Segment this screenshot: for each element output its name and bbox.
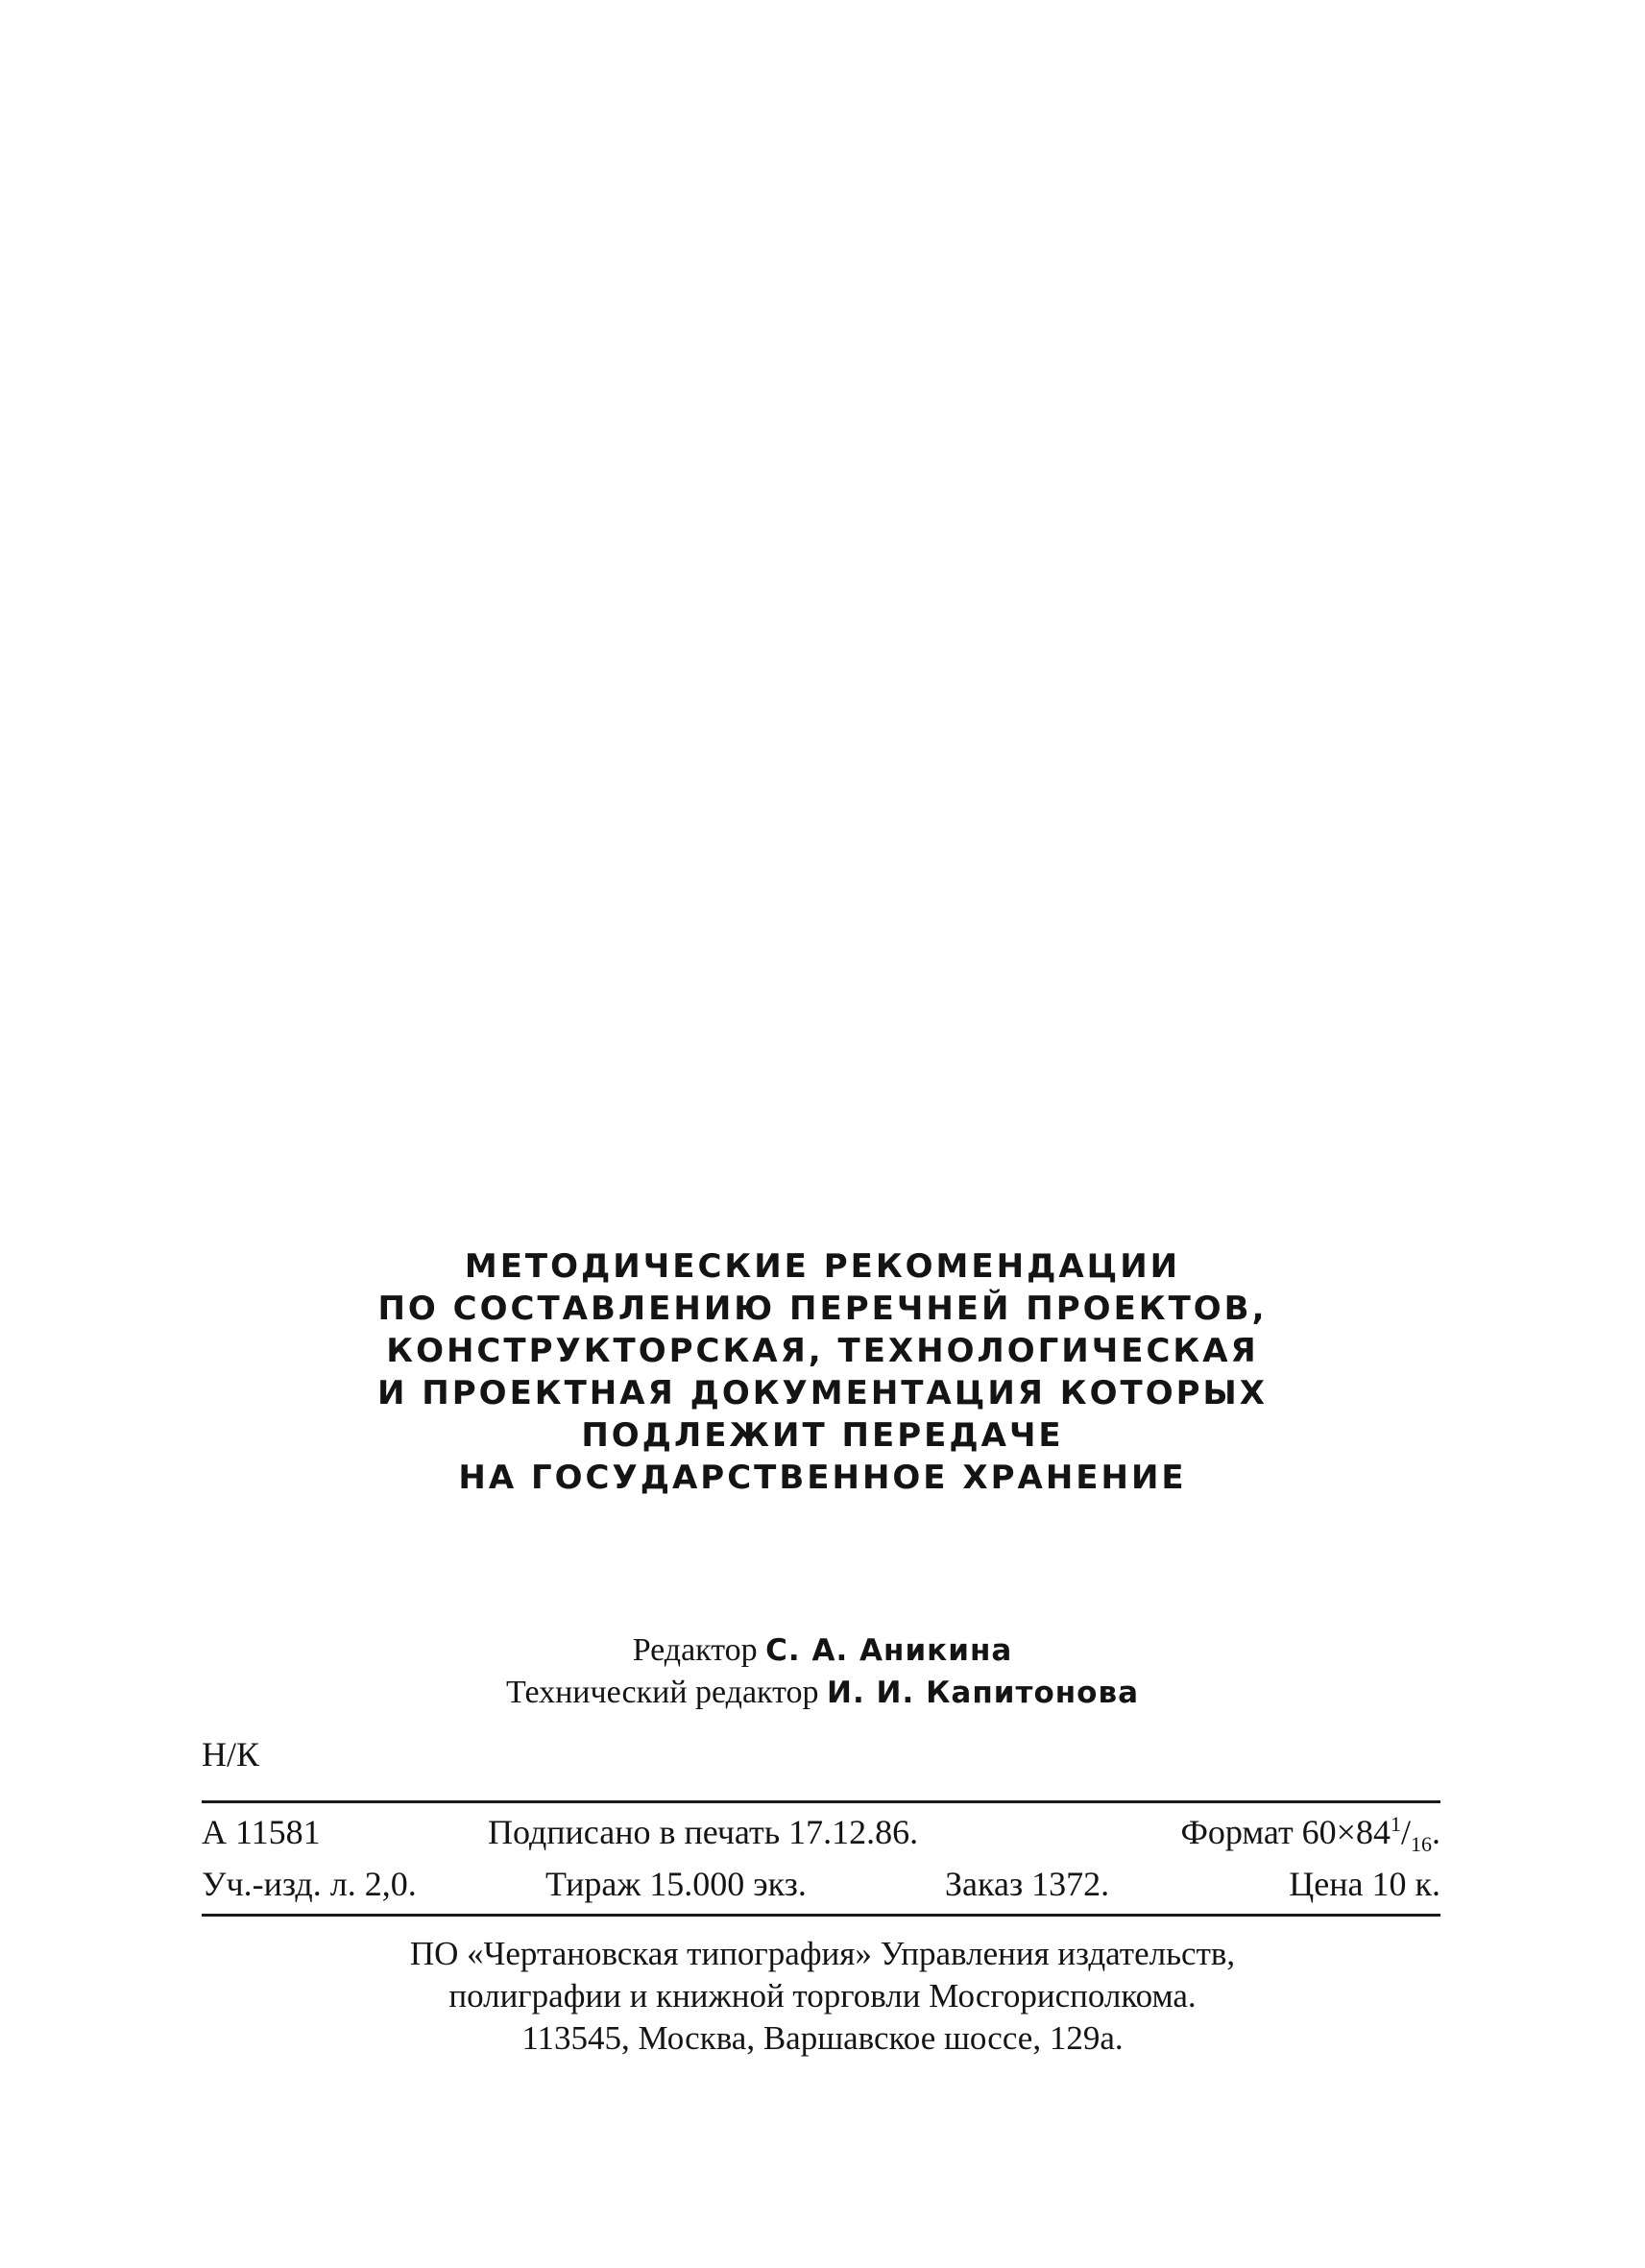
title-line: ПО СОСТАВЛЕНИЮ ПЕРЕЧНЕЙ ПРОЕКТОВ, xyxy=(377,1290,1268,1328)
format-denominator: 16 xyxy=(1411,1832,1432,1857)
printer-line: полиграфии и книжной торговли Мосгорисполкома. xyxy=(448,1977,1197,2015)
format-numerator: 1 xyxy=(1390,1812,1401,1836)
editor-line xyxy=(0,1629,1645,1672)
imprint-row-1 xyxy=(202,1811,1440,1857)
printer-line: ПО «Чертановская типография» Управления издательств, xyxy=(409,1935,1236,1972)
title-line: И ПРОЕКТНАЯ ДОКУМЕНТАЦИЯ КОТОРЫХ xyxy=(377,1374,1268,1412)
format-end: . xyxy=(1432,1813,1440,1851)
imprint-row-2 xyxy=(202,1863,1440,1905)
title-line: МЕТОДИЧЕСКИЕ РЕКОМЕНДАЦИИ xyxy=(464,1247,1181,1286)
title-line: НА ГОСУДАРСТВЕННОЕ ХРАНЕНИЕ xyxy=(458,1459,1187,1497)
nk-mark: Н/К xyxy=(202,1735,260,1773)
title-line: КОНСТРУКТОРСКАЯ, ТЕХНОЛОГИЧЕСКАЯ xyxy=(386,1332,1259,1370)
bottom-rule xyxy=(202,1914,1440,1917)
format-prefix: Формат 60×84 xyxy=(1180,1813,1391,1851)
imprint-volume: Уч.-изд. л. 2,0. xyxy=(202,1865,417,1903)
tech-editor-label: Технический редактор xyxy=(505,1675,819,1710)
editor-label: Редактор xyxy=(632,1632,758,1668)
imprint-order: Заказ 1372. xyxy=(945,1865,1110,1903)
imprint-run: Тираж 15.000 экз. xyxy=(545,1865,807,1903)
imprint-code: А 11581 xyxy=(202,1813,321,1851)
imprint-format: Формат $60\times 84^1/_{16}$. xyxy=(1180,1812,1440,1857)
document-title xyxy=(0,1245,1645,1499)
tech-editor-line xyxy=(0,1672,1645,1714)
title-line: ПОДЛЕЖИТ ПЕРЕДАЧЕ xyxy=(581,1416,1064,1455)
credits xyxy=(0,1629,1645,1714)
top-rule xyxy=(202,1800,1440,1803)
tech-editor-name: И. И. Капитонова xyxy=(827,1676,1139,1710)
imprint-price: Цена 10 к. xyxy=(1289,1865,1440,1903)
imprint-signed: Подписано в печать 17.12.86. xyxy=(488,1813,919,1851)
editor-name: С. А. Аникина xyxy=(765,1633,1013,1668)
printer-line: 113545, Москва, Варшавское шоссе, 129а. xyxy=(521,2019,1124,2057)
printer-info xyxy=(0,1933,1645,2060)
